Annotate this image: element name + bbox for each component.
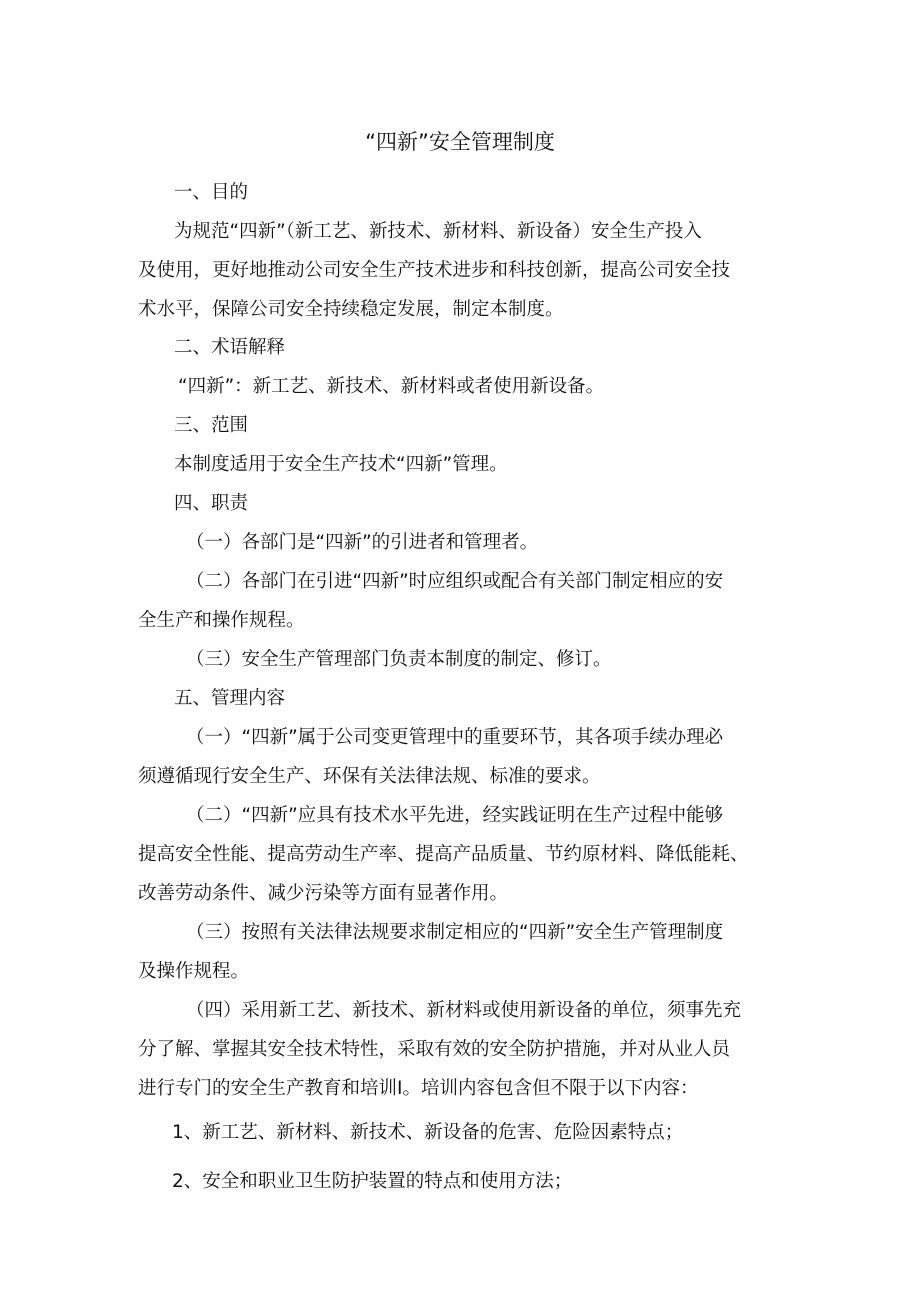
text-line: （三）按照有关法律法规要求制定相应的“四新”安全生产管理制度 (186, 922, 724, 943)
management-item-2 (138, 796, 798, 913)
paragraph-terms: “四新”：新工艺、新技术、新材料或者使用新设备。 (178, 376, 605, 397)
section-heading-terms: 二、术语解释 (174, 337, 286, 358)
responsibility-item-3: （三）安全生产管理部门负责本制度的制定、修订。 (186, 649, 612, 670)
text-line: 须遵循现行安全生产、环保有关法律法规、标准的要求。 (138, 766, 601, 787)
text-line: 提高安全性能、提高劳动生产率、提高产品质量、节约原材料、降低能耗、 (138, 844, 749, 865)
paragraph-scope: 本制度适用于安全生产技术“四新”管理。 (174, 454, 508, 475)
text-line: 分了解、掌握其安全技术特性，采取有效的安全防护措施，并对从业人员 (138, 1039, 731, 1060)
text-line: （二）各部门在引进“四新”时应组织或配合有关部门制定相应的安 (186, 571, 724, 592)
text-line: 及使用，更好地推动公司安全生产技术进步和科技创新，提高公司安全技 (138, 260, 731, 281)
document-title: “四新”安全管理制度 (365, 130, 555, 154)
management-item-1 (138, 718, 798, 796)
paragraph-purpose (138, 212, 798, 329)
section-heading-purpose: 一、目的 (174, 182, 249, 203)
list-item: 1、新工艺、新材料、新技术、新设备的危害、危险因素特点； (172, 1122, 684, 1143)
text-line: 改善劳动条件、减少污染等方面有显著作用。 (138, 883, 509, 904)
management-item-4 (138, 991, 798, 1108)
list-item: 2、安全和职业卫生防护装置的特点和使用方法； (172, 1171, 573, 1192)
section-heading-responsibilities: 四、职责 (174, 493, 249, 514)
text-line: 术水平，保障公司安全持续稳定发展，制定本制度。 (138, 299, 564, 320)
text-line: （二）“四新”应具有技术水平先进，经实践证明在生产过程中能够 (186, 805, 724, 826)
text-line: 为规范“四新”（新工艺、新技术、新材料、新设备）安全生产投入 (174, 221, 702, 242)
text-line: 全生产和操作规程。 (138, 610, 305, 631)
section-heading-scope: 三、范围 (174, 415, 249, 436)
text-line: 进行专门的安全生产教育和培训I。培训内容包含但不限于以下内容： (138, 1078, 699, 1099)
management-item-3 (138, 913, 798, 991)
text-line: （一）“四新”属于公司变更管理中的重要环节，其各项手续办理必 (186, 727, 724, 748)
responsibility-item-1: （一）各部门是“四新”的引进者和管理者。 (186, 532, 539, 553)
responsibility-item-2 (138, 562, 798, 640)
text-line: （四）采用新工艺、新技术、新材料或使用新设备的单位，须事先充 (186, 1000, 742, 1021)
section-heading-management: 五、管理内容 (174, 688, 286, 709)
text-line: 及操作规程。 (138, 961, 250, 982)
